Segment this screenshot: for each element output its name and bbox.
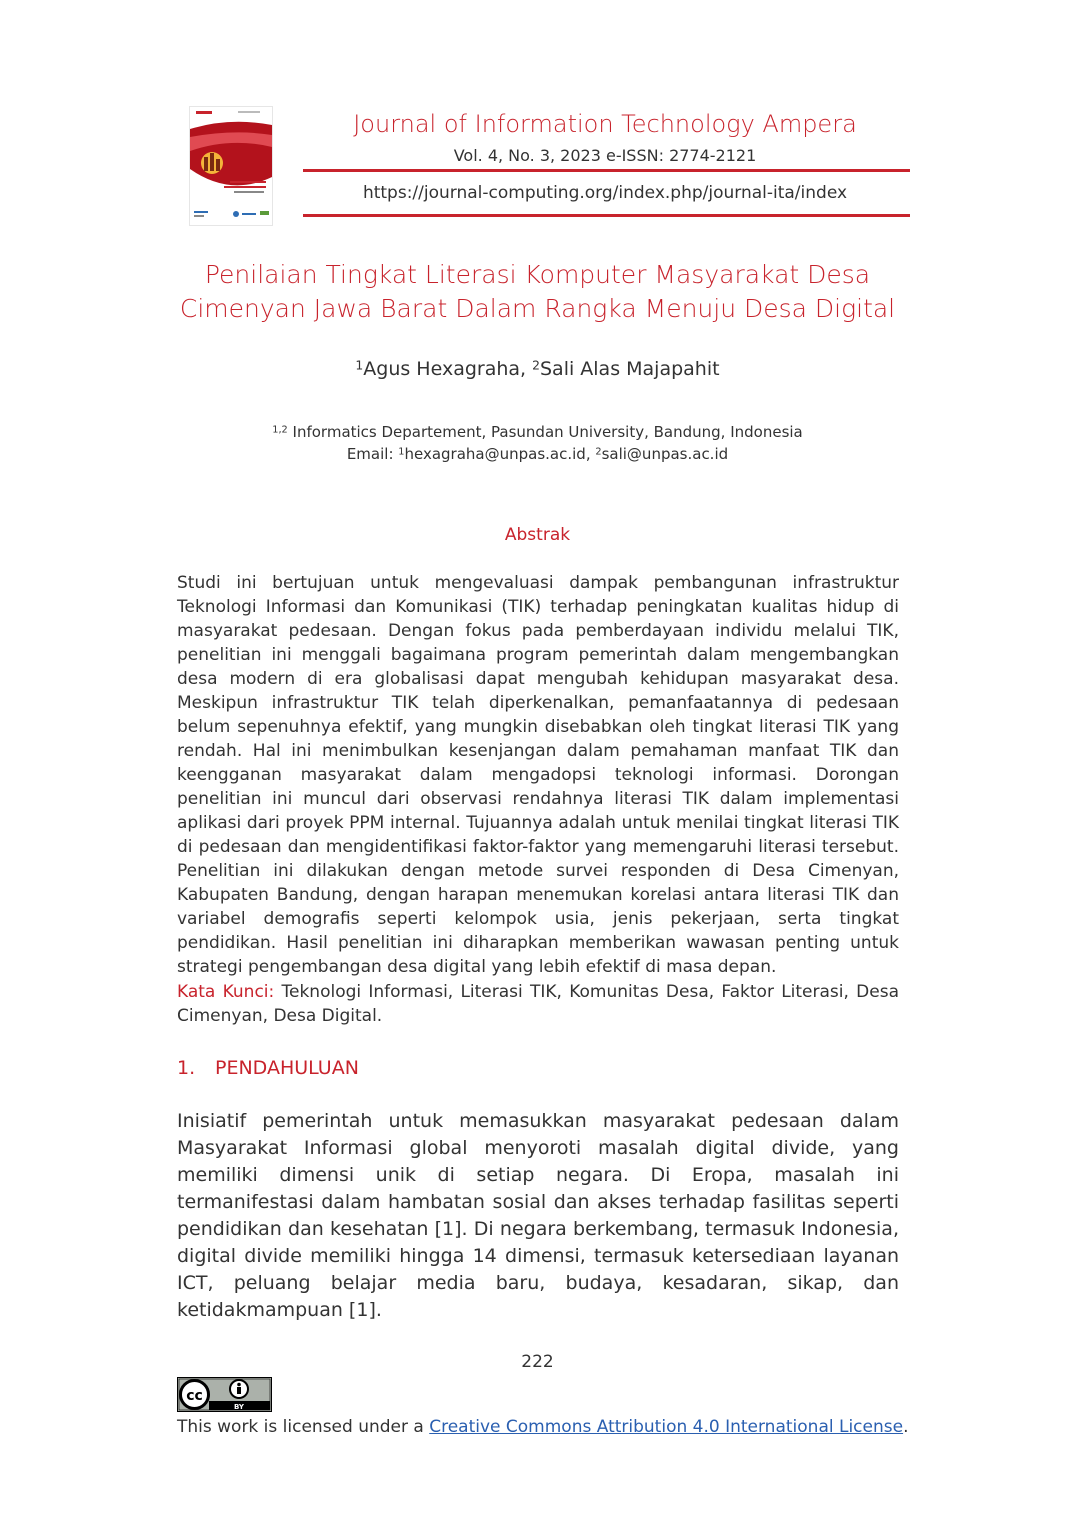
abstract-heading: Abstrak	[504, 525, 571, 545]
license-suffix: .	[903, 1417, 909, 1437]
svg-text:cc: cc	[186, 1388, 203, 1404]
authors	[160, 358, 915, 380]
journal-url[interactable]: https://journal-computing.org/index.php/journal-ita/index	[362, 183, 848, 203]
affiliation-text: Informatics Departement, Pasundan University, Bandung, Indonesia	[287, 423, 803, 441]
paper-title-line1: Penilaian Tingkat Literasi Komputer Masyarakat Desa	[204, 260, 871, 289]
abstract-text: Studi ini bertujuan untuk mengevaluasi dampak pembangunan infrastruktur Teknologi Informasi dan Komunikasi (TIK) terhadap peningkatan kualitas hidup di masyarakat pedesaan. Dengan fokus pada pemberdayaan individu melalui TIK, penelitian ini menggali bagaimana program pemerintah dalam mengembangkan desa modern di era globalisasi dapat mengubah kehidupan masyarakat desa. Meskipun infrastruktur TIK telah diperkenalkan, pemanfaatannya di pedesaan belum sepenuhnya efektif, yang mungkin disebabkan oleh tingkat literasi TIK yang rendah. Hal ini menimbulkan kesenjangan dalam pemahaman manfaat TIK dan keengganan masyarakat dalam mengadopsi teknologi informasi. Dorongan penelitian ini muncul dari observasi rendahnya literasi TIK dalam implementasi aplikasi dari proyek PPM internal. Tujuannya adalah untuk menilai tingkat literasi TIK di pedesaan dan mengidentifikasi faktor-faktor yang memengaruhi literasi tersebut. Penelitian ini dilakukan dengan metode survei responden di Desa Cimenyan, Kabupaten Bandung, dengan harapan menemukan korelasi antara literasi TIK dan variabel demografis seperti kelompok usia, jenis pekerjaan, serta tingkat pendidikan. Hasil penelitian ini diharapkan memberikan wawasan penting untuk strategi pengembangan desa digital yang lebih efektif di masa depan.	[177, 573, 899, 977]
email2-sup: 2	[595, 446, 602, 458]
intro-paragraph: Inisiatif pemerintah untuk memasukkan masyarakat pedesaan dalam Masyarakat Informasi global menyoroti masalah digital divide, yang memiliki dimensi unik di setiap negara. Di Eropa, masalah ini termanifestasi dalam hambatan sosial dan akses terhadap fasilitas seperti pendidikan dan kesehatan [1]. Di negara berkembang, termasuk Indonesia, digital divide memiliki hingga 14 dimensi, termasuk ketersediaan layanan ICT, peluang belajar media baru, budaya, kesadaran, sikap, dan ketidakmampuan [1].	[177, 1110, 899, 1321]
cc-by-badge[interactable]	[177, 1377, 272, 1416]
journal-title: Journal of Information Technology Ampera	[353, 110, 857, 138]
svg-text:BY: BY	[233, 1403, 245, 1411]
author-emails	[160, 445, 915, 463]
journal-cover-thumbnail	[189, 106, 273, 226]
affiliation-sup: 1,2	[272, 424, 288, 436]
paper-title	[160, 258, 915, 326]
author2-name: Sali Alas Majapahit	[539, 358, 720, 380]
license-notice	[177, 1417, 908, 1437]
section-number: 1.	[177, 1057, 196, 1079]
author1-name: Agus Hexagraha,	[363, 358, 533, 380]
cc-by-icon	[177, 1377, 272, 1412]
author2-sup: 2	[532, 358, 540, 373]
header-rule-top	[303, 169, 910, 172]
email1-sup: 1	[398, 446, 405, 458]
section-heading	[177, 1057, 359, 1079]
keywords-label: Kata Kunci:	[177, 982, 275, 1002]
license-prefix: This work is licensed under a	[177, 1417, 430, 1437]
license-link[interactable]: Creative Commons Attribution 4.0 International License	[429, 1417, 904, 1437]
author1-sup: 1	[355, 358, 364, 373]
paper-title-line2: Cimenyan Jawa Barat Dalam Rangka Menuju Desa Digital	[179, 294, 896, 323]
journal-issue: Vol. 4, No. 3, 2023 e-ISSN: 2774-2121	[453, 146, 757, 165]
keywords	[177, 980, 899, 1028]
page-number: 222	[521, 1352, 554, 1372]
email-label: Email:	[346, 445, 399, 463]
affiliation	[160, 423, 915, 441]
email2[interactable]: sali@unpas.ac.id	[601, 445, 729, 463]
cover-art-icon	[190, 107, 272, 225]
section-title: PENDAHULUAN	[215, 1057, 359, 1079]
header-rule-bottom	[303, 214, 910, 217]
keywords-text: Teknologi Informasi, Literasi TIK, Komunitas Desa, Faktor Literasi, Desa Cimenyan, Desa Digital.	[177, 982, 899, 1026]
email1[interactable]: hexagraha@unpas.ac.id,	[404, 445, 596, 463]
